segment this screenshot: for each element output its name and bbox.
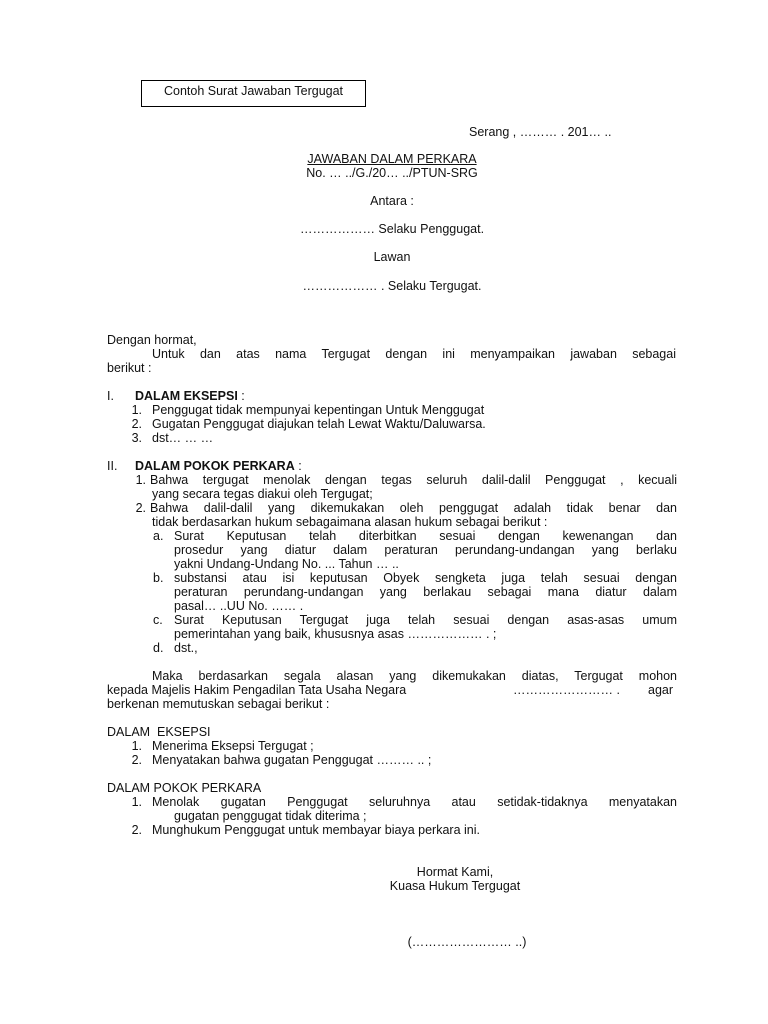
plaintiff-line: ……………… Selaku Penggugat. xyxy=(299,222,485,236)
section-2-colon: : xyxy=(294,459,302,473)
sub-item-line: pasal… ..UU No. …… . xyxy=(174,599,304,613)
sub-item-line: yakni Undang-Undang No. ... Tahun … .. xyxy=(174,557,399,571)
sub-item-line: Surat Keputusan Tergugat juga telah sesuai dengan asas-asas umum xyxy=(174,613,677,627)
sub-item-line: Surat Keputusan telah diterbitkan sesuai dengan kewenangan dan xyxy=(174,529,677,543)
list-item-line: tidak berdasarkan hukum sebagaimana alasan hukum sebagai berikut : xyxy=(152,515,548,529)
intro-line-1: Untuk dan atas nama Tergugat dengan ini menyampaikan jawaban sebagai xyxy=(152,347,676,361)
sub-item-letter: d. xyxy=(153,641,164,655)
section-1-roman: I. xyxy=(107,389,114,403)
list-item-line: Munghukum Penggugat untuk membayar biaya perkara ini. xyxy=(152,823,480,837)
closing-role: Kuasa Hukum Tergugat xyxy=(389,879,521,893)
section-1-heading xyxy=(135,389,245,403)
list-item-number: 1. xyxy=(131,739,142,753)
case-number: No. … ../G./20… ../PTUN-SRG xyxy=(306,166,478,180)
list-item-text: dst… … … xyxy=(152,431,214,445)
list-item-number: 1. xyxy=(131,403,142,417)
list-item-text: Penggugat tidak mempunyai kepentingan Untuk Menggugat xyxy=(152,403,485,417)
verdict-main-title: DALAM POKOK PERKARA xyxy=(107,781,262,795)
sub-item-line: peraturan perundang-undangan yang berlakau sebagai mana diatur dalam xyxy=(174,585,677,599)
defendant-line: ……………… . Selaku Tergugat. xyxy=(302,279,482,293)
petition-line-2-mid: …………………… . xyxy=(513,683,620,697)
list-item-line: Menolak gugatan Penggugat seluruhnya atau setidak-tidaknya menyatakan xyxy=(152,795,677,809)
list-item-text: Gugatan Penggugat diajukan telah Lewat Waktu/Daluwarsa. xyxy=(152,417,486,431)
between-label: Antara : xyxy=(370,194,414,208)
list-item-line: yang secara tegas diakui oleh Tergugat; xyxy=(152,487,373,501)
section-2-title: DALAM POKOK PERKARA xyxy=(135,459,295,473)
list-item-line: Bahwa tergugat menolak dengan tegas seluruh dalil-dalil Penggugat , kecuali xyxy=(150,473,677,487)
sub-item-line: dst., xyxy=(174,641,198,655)
sub-item-letter: b. xyxy=(153,571,164,585)
section-2-heading xyxy=(135,459,302,473)
sub-item-line: pemerintahan yang baik, khususnya asas ……………… . ; xyxy=(174,627,497,641)
petition-line-2-right: agar xyxy=(648,683,674,697)
petition-line-2-left: kepada Majelis Hakim Pengadilan Tata Usaha Negara xyxy=(107,683,407,697)
petition-line-1: Maka berdasarkan segala alasan yang dikemukakan diatas, Tergugat mohon xyxy=(152,669,677,683)
list-item-number: 2. xyxy=(135,501,146,515)
template-label-box xyxy=(141,80,366,107)
list-item-text: Menerima Eksepsi Tergugat ; xyxy=(152,739,314,753)
signature-line: (…………………… ..) xyxy=(407,935,527,949)
list-item-text: Menyatakan bahwa gugatan Penggugat ……… .. ; xyxy=(152,753,432,767)
list-item-line: Bahwa dalil-dalil yang dikemukakan oleh penggugat adalah tidak benar dan xyxy=(150,501,677,515)
section-1-colon: : xyxy=(237,389,245,403)
sub-item-letter: c. xyxy=(153,613,163,627)
list-item-number: 1. xyxy=(131,795,142,809)
sub-item-letter: a. xyxy=(153,529,164,543)
salutation: Dengan hormat, xyxy=(107,333,197,347)
section-1-title: DALAM EKSEPSI xyxy=(135,389,238,403)
list-item-number: 2. xyxy=(131,753,142,767)
intro-line-2: berikut : xyxy=(107,361,152,375)
document-title: JAWABAN DALAM PERKARA xyxy=(307,152,477,166)
list-item-number: 2. xyxy=(131,417,142,431)
place-date: Serang , ……… . 201… .. xyxy=(469,125,612,139)
closing-regards: Hormat Kami, xyxy=(416,865,494,879)
section-2-roman: II. xyxy=(107,459,118,473)
list-item-number: 1. xyxy=(135,473,146,487)
list-item-line: gugatan penggugat tidak diterima ; xyxy=(174,809,367,823)
versus-label: Lawan xyxy=(373,250,411,264)
verdict-exception-title: DALAM EKSEPSI xyxy=(107,725,211,739)
petition-line-3: berkenan memutuskan sebagai berikut : xyxy=(107,697,330,711)
list-item-number: 3. xyxy=(131,431,142,445)
sub-item-line: prosedur yang diatur dalam peraturan perundang-undangan yang berlaku xyxy=(174,543,677,557)
sub-item-line: substansi atau isi keputusan Obyek sengketa juga telah sesuai dengan xyxy=(174,571,677,585)
list-item-number: 2. xyxy=(131,823,142,837)
template-label: Contoh Surat Jawaban Tergugat xyxy=(163,84,344,98)
